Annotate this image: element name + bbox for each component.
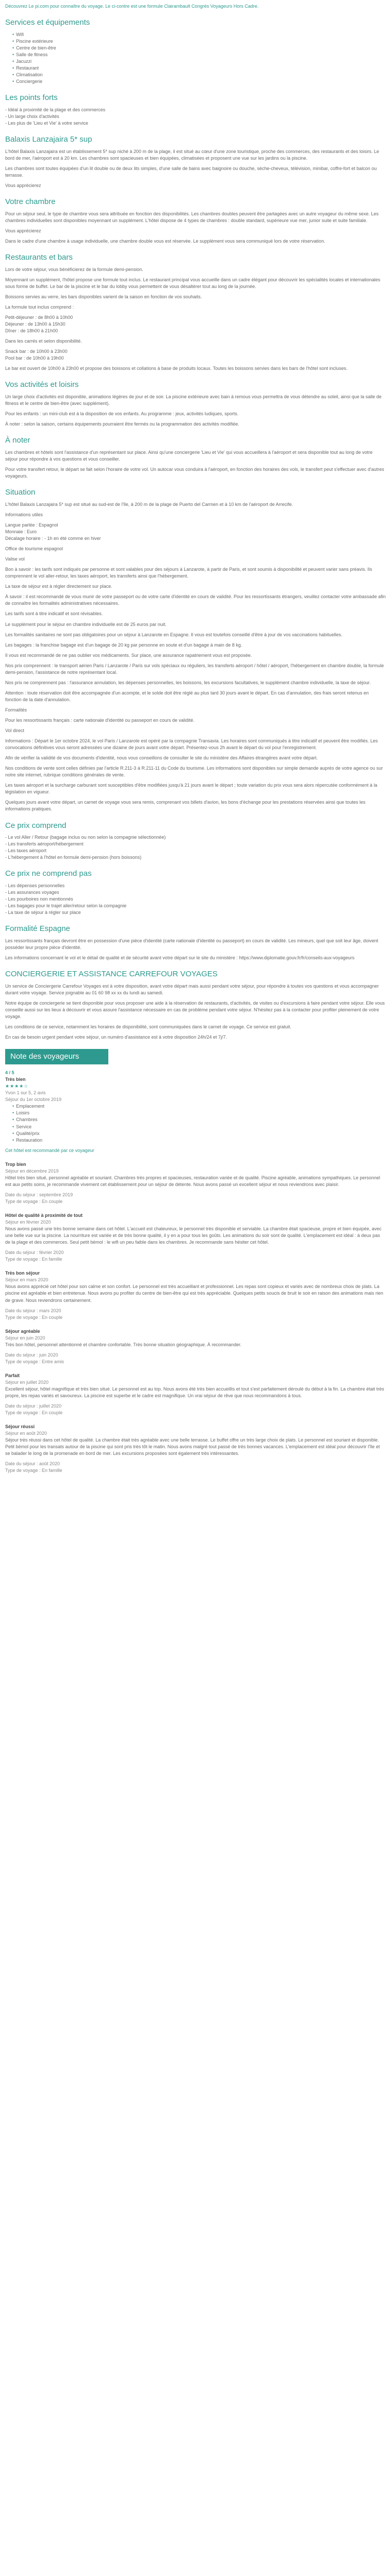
review-type: Type de voyage : En famille <box>5 1468 62 1473</box>
review-item <box>5 1328 386 1365</box>
review-head: Hôtel de qualité à proximité de tout <box>5 1213 83 1218</box>
paragraph: Attention : toute réservation doit être accompagnée d'un acompte, et le solde doit être réglé au plus tard 30 jours avant le départ. En cas d'annulation, des frais seront retenus en fonction de la date d'annulation. <box>5 690 369 702</box>
review-meta: Séjour en août 2020 <box>5 1431 47 1436</box>
paragraph: Le supplément pour le séjour en chambre individuelle est de 25 euros par nuit. <box>5 621 167 627</box>
review-meta: Séjour en mars 2020 <box>5 1277 48 1283</box>
list-item: • Service <box>12 1124 386 1130</box>
list-item: • Emplacement <box>12 1103 386 1110</box>
prix-item: - Le vol Aller / Retour (bagage inclus ou non selon la compagnie sélectionnée) <box>5 835 166 840</box>
paragraph: Dans le cadre d'une chambre à usage individuelle, une chambre double vous est réservée. Le supplément vous sera communiqué lors de votre réservation. <box>5 238 325 244</box>
top-line: Découvrez Le pi.com pour connaître du voyage. Le ci-contre est une formule Clairambault Congrès Voyageurs Hors Cadre. <box>5 4 259 9</box>
review-meta: Séjour en décembre 2019 <box>5 1168 59 1174</box>
paragraph: Bon à savoir : les tarifs sont indiqués par personne et sont valables pour des séjours à Lanzarote, à partir de Paris, et sont soumis à disponibilité et peuvent varier sans préavis. Ils comprennent le vol aller-retour, les taxes aéroport, les transferts ainsi que l'hébergement. <box>5 567 372 579</box>
review-item <box>5 1372 386 1416</box>
resto-title: Restaurants et bars <box>5 252 73 262</box>
paragraph: La formule tout inclus comprend : <box>5 304 74 310</box>
paragraph: Les chambres et hôtels sont l'assistance d'un représentant sur place. Ainsi qu'une conciergerie 'Lieu et Vie' qui vous accueillera à l'aéroport et sera disponible tout au long de votre séjour pour répondre à vos questions et vous conseiller. <box>5 449 373 462</box>
services-title: Services et équipements <box>5 18 90 27</box>
prix-item: - Les taxes aéroport <box>5 848 47 854</box>
review-date: Date du séjour : septembre 2019 <box>5 1192 73 1197</box>
review-body: Excellent séjour, hôtel magnifique et très bien situé. Le personnel est au top. Nous avons été très bien accueillis et tout s'est parfaitement déroulé du début à la fin. La chambre était très propre, les repas variés et savoureux. La piscine est superbe et le cadre est magnifique. Un vrai séjour de rêve que nous recommandons à tous. <box>5 1386 384 1399</box>
paragraph: Vous apprécierez <box>5 183 41 188</box>
review-type: Type de voyage : En couple <box>5 1198 63 1204</box>
list-item: • Conciergerie <box>12 78 386 85</box>
rating-list <box>5 1103 386 1143</box>
prix-comprend-title: Ce prix comprend <box>5 821 67 830</box>
paragraph: Les taxes aéroport et la surcharge carburant sont susceptibles d'être modifiées jusqu'à 21 jours avant le départ ; toute variation du prix vous sera alors répercutée conformément à la législation en vigueur. <box>5 783 378 795</box>
review-date: Date du séjour : juillet 2020 <box>5 1403 62 1409</box>
paragraph: Nos conditions de vente sont celles définies par l'article R.211-3 à R.211-11 du Code du tourisme. Les informations sont disponibles sur simple demande auprès de votre agence ou sur notre site internet, rubrique conditions générales de vente. <box>5 766 383 778</box>
paragraph: Pool bar : de 10h00 à 19h00 <box>5 355 64 361</box>
paragraph: Office de tourisme espagnol <box>5 546 63 552</box>
prix-item: - Les pourboires non mentionnés <box>5 896 73 902</box>
list-item: • Jacuzzi <box>12 58 386 65</box>
prix-item: - Les dépenses personnelles <box>5 883 65 889</box>
paragraph: Dans les carrés et selon disponibilité. <box>5 338 82 344</box>
review-item <box>5 1423 386 1474</box>
review-body: Très bon hôtel, personnel attentionné et chambre confortable. Très bonne situation géographique. À recommander. <box>5 1342 241 1347</box>
list-item: • Loisirs <box>12 1110 386 1116</box>
situation-title: Situation <box>5 488 36 497</box>
paragraph: Langue parlée : Espagnol <box>5 522 58 528</box>
paragraph: Pour les enfants : un mini-club est à la disposition de vos enfants. Au programme : jeux, activités ludiques, sports. <box>5 411 239 417</box>
paragraph: En cas de besoin urgent pendant votre séjour, un numéro d'assistance est à votre disposition 24h/24 et 7j/7. <box>5 1035 227 1040</box>
review-body: Nous avons apprécié cet hôtel pour son calme et son confort. Le personnel est très accueillant et professionnel. Les repas sont copieux et variés avec de nombreux choix de plats. La piscine est agréable et bien entretenue. Nous avons pu profiter du centre de bien-être qui est très appréciable. Quelques petits soucis de bruit le soir en raison des animations mais rien de grave. Nous reviendrons certainement. <box>5 1284 383 1303</box>
review-summary <box>5 1070 386 1154</box>
paragraph: Petit-déjeuner : de 8h00 à 10h00 <box>5 314 73 320</box>
paragraph: Un large choix d'activités est disponible, animations légères de jour et de soir. La piscine extérieure avec bain à remous vous permettra de vous détendre au soleil, ainsi que la salle de fitness et le centre de bien-être (avec supplément). <box>5 394 382 406</box>
prix-item: - Les assurances voyages <box>5 890 59 895</box>
paragraph: Afin de vérifier la validité de vos documents d'identité, nous vous conseillons de consulter le site du ministère des Affaires étrangères avant votre départ. <box>5 755 318 761</box>
review-item <box>5 1270 386 1320</box>
paragraph: Moyennant un supplément, l'hôtel propose une formule tout inclus. Le restaurant principal vous accueille dans un cadre élégant pour découvrir les spécialités locales et internationales sous forme de buffet. Le bar de la piscine et le bar du lobby vous permettent de vous désaltérer tout au long de la journée. <box>5 277 381 289</box>
review-type: Type de voyage : En couple <box>5 1314 63 1320</box>
review-score: 4 / 5 <box>5 1070 14 1076</box>
paragraph: Valise vol <box>5 556 25 562</box>
paragraph: La taxe de séjour est à régler directement sur place. <box>5 584 112 589</box>
review-origin: Séjour du 1er octobre 2019 <box>5 1097 62 1103</box>
review-reco: Cet hôtel est recommandé par ce voyageur <box>5 1147 94 1153</box>
paragraph: Déjeuner : de 13h00 à 15h30 <box>5 321 66 327</box>
formalites-title: Formalité Espagne <box>5 924 70 934</box>
list-item: • Centre de bien-être <box>12 45 386 52</box>
paragraph: Pour un séjour seul, le type de chambre vous sera attribuée en fonction des disponibilités. Les chambres doubles peuvent être partagées avec un autre voyageur du même sexe. Les chambres individuelles sont disponibles moyennant un supplément. L'hôtel dispose de 4 types de chambres : double standard, supérieure vue mer, junior suite et suite familiale. <box>5 211 379 223</box>
paragraph: Les conditions de ce service, notamment les horaires de disponibilité, sont communiquées dans le carnet de voyage. Ce service est gratuit. <box>5 1024 291 1030</box>
review-head: Séjour agréable <box>5 1328 40 1334</box>
list-item: • Qualité/prix <box>12 1130 386 1137</box>
review-date: Date du séjour : février 2020 <box>5 1250 64 1256</box>
prix-item: - Les bagages pour le trajet aller/retour selon la compagnie <box>5 903 127 909</box>
list-item: • Piscine extérieure <box>12 38 386 45</box>
points-forts-title: Les points forts <box>5 93 58 103</box>
paragraph: Boissons servies au verre, les bars disponibles varient de la saison en fonction de vos souhaits. <box>5 294 202 299</box>
paragraph: Les tarifs sont à titre indicatif et sont révisables. <box>5 611 103 617</box>
list-item: • Chambres <box>12 1116 386 1123</box>
paragraph: À noter : selon la saison, certains équipements pourraient être fermés ou la programmation des activités modifiée. <box>5 421 239 427</box>
paragraph: Le bar est ouvert de 10h00 à 23h00 et propose des boissons et collations à base de produits locaux. Toutes les boissons servies dans les bars de l'hôtel sont incluses. <box>5 366 348 371</box>
review-type: Type de voyage : Entre amis <box>5 1359 64 1364</box>
paragraph: Vous apprécierez <box>5 228 41 233</box>
review-item <box>5 1161 386 1205</box>
paragraph: Les ressortissants français devront être en possession d'une pièce d'identité (carte nationale d'identité ou passeport) en cours de validité. Les mineurs, quel que soit leur âge, doivent posséder leur propre pièce d'identité. <box>5 938 379 951</box>
paragraph: Monnaie : Euro <box>5 529 37 535</box>
review-subtitle: Très bien <box>5 1077 26 1082</box>
paragraph: L'hôtel Balaxis Lanzajaira est un établissement 5* sup niché à 200 m de la plage, il est situé au cœur d'une zone touristique, proche des commerces, des restaurants et des loisirs. Le bord de mer, l'aéroport est à 20 km. Les chambres sont spacieuses et bien équipées, climatisées et proposent une vue sur les jardins ou la piscine. <box>5 148 379 161</box>
anoter-title: À noter <box>5 436 30 445</box>
review-date: Date du séjour : mars 2020 <box>5 1308 61 1313</box>
paragraph: Snack bar : de 10h00 à 23h00 <box>5 349 68 354</box>
paragraph: Décalage horaire : - 1h en été comme en hiver <box>5 536 101 541</box>
paragraph: Lors de votre séjour, vous bénéficierez de la formule demi-pension. <box>5 266 143 272</box>
point-fort: - Les plus de 'Lieu et Vie' à votre service <box>5 121 88 126</box>
review-item <box>5 1212 386 1263</box>
review-date: Date du séjour : juin 2020 <box>5 1352 58 1358</box>
review-meta: Séjour en février 2020 <box>5 1219 51 1225</box>
hotel-title: Balaxis Lanzajaira 5* sup <box>5 135 92 144</box>
review-body: Nous avons passé une très bonne semaine dans cet hôtel. L'accueil est chaleureux, le personnel très disponible et serviable. La chambre était spacieuse, propre et bien équipée, avec une belle vue sur la piscine. La nourriture est variée et de très bonne qualité, il y en a pour tous les goûts. Les animations du soir sont de qualité. L'emplacement est idéal : à deux pas de la plage et des commerces. Seul petit bémol : le wifi un peu faible dans les chambres. Je recommande sans hésiter cet hôtel. <box>5 1226 382 1245</box>
review-meta: Séjour en juin 2020 <box>5 1335 45 1341</box>
paragraph: Nos prix ne comprennent pas : l'assurance annulation, les dépenses personnelles, les boissons, les excursions facultatives, le supplément chambre individuelle, la taxe de séjour. <box>5 680 371 685</box>
paragraph: Les bagages : la franchise bagage est d'un bagage de 20 kg par personne en soute et d'un bagage à main de 8 kg. <box>5 642 242 648</box>
paragraph: Quelques jours avant votre départ, un carnet de voyage vous sera remis, comprenant vos billets d'avion, les bons d'échange pour les prestations réservées ainsi que toutes les informations pratiques. <box>5 800 366 812</box>
review-date: Date du séjour : août 2020 <box>5 1461 60 1467</box>
services-list <box>5 31 386 85</box>
prix-exclut-title: Ce prix ne comprend pas <box>5 869 92 878</box>
review-type: Type de voyage : En famille <box>5 1257 62 1262</box>
paragraph: Dîner : de 18h00 à 21h00 <box>5 328 58 334</box>
paragraph: Informations : Départ le 1er octobre 2024, le vol Paris / Lanzarote est opéré par la compagnie Transavia. Les horaires sont communiqués à titre indicatif et peuvent être modifiés. Les convocations définitives vous seront adressées une dizaine de jours avant votre départ. Présentez-vous 2h avant le départ du vol pour l'enregistrement. <box>5 738 378 751</box>
paragraph: Les informations concernant le vol et le détail de qualité et de sécurité avant votre départ sur le site du ministère : https://www.diplomatie.gouv.fr/fr/conseils-aux-voyageurs <box>5 955 355 961</box>
prix-item: - L'hébergement à l'hôtel en formule demi-pension (hors boissons) <box>5 855 142 860</box>
paragraph: À savoir : il est recommandé de vous munir de votre passeport ou de votre carte d'identité en cours de validité. Pour les ressortissants étrangers, veuillez contacter votre ambassade afin de connaître les formalités administratives nécessaires. <box>5 594 386 606</box>
list-item: • Restaurant <box>12 65 386 72</box>
review-meta: Séjour en juillet 2020 <box>5 1379 49 1385</box>
concierge-title: CONCIERGERIE ET ASSISTANCE CARREFOUR VOYAGES <box>5 970 218 979</box>
review-author: Yvon 1 sur 5, 2 avis <box>5 1090 46 1096</box>
review-head: Parfait <box>5 1372 20 1378</box>
review-body: Hôtel très bien situé, personnel agréable et souriant. Chambres très propres et spacieuses, restauration variée et de qualité. Piscine agréable, animations sympathiques. Le personnel est aux petits soins, je recommande vivement cet établissement pour un séjour de détente. Nous avons passé un excellent séjour et nous reviendrons avec plaisir. <box>5 1175 380 1187</box>
chambre-title: Votre chambre <box>5 197 56 207</box>
point-fort: - Idéal à proximité de la plage et des commerces <box>5 107 106 112</box>
prix-item: - Les transferts aéroport/hébergement <box>5 841 84 847</box>
paragraph: Pour les ressortissants français : carte nationale d'identité ou passeport en cours de validité. <box>5 718 194 723</box>
paragraph: Formalités <box>5 707 27 713</box>
list-item: • Climatisation <box>12 72 386 78</box>
notes-header: Note des voyageurs <box>5 1049 108 1064</box>
paragraph: Les formalités sanitaires ne sont pas obligatoires pour un séjour à Lanzarote en Espagne. Il vous est toutefois conseillé d'être à jour de vos vaccinations habituelles. <box>5 632 343 637</box>
prix-item: - La taxe de séjour à régler sur place <box>5 910 81 916</box>
paragraph: Il vous est recommandé de ne pas oublier vos médicaments. Sur place, une assurance rapatriement vous est proposée. <box>5 652 252 658</box>
paragraph: Notre équipe de conciergerie se tient disponible pour vous proposer une aide à la réservation de restaurants, d'activités, de visites ou d'excursions à faire pendant votre séjour. Elle vous conseille aussi sur les lieux à découvrir et vous assure l'assistance nécessaire en cas de problème pendant votre séjour. N'hésitez pas à la contacter pour profiter pleinement de votre voyage. <box>5 1001 385 1020</box>
point-fort: - Un large choix d'activités <box>5 113 59 119</box>
star-rating-icon: ★★★★☆ <box>5 1083 29 1089</box>
activites-title: Vos activités et loisirs <box>5 380 79 389</box>
paragraph: Nos prix comprennent : le transport aérien Paris / Lanzarote / Paris sur vols spéciaux ou réguliers, les transferts aéroport / hôtel / aéroport, l'hébergement en chambre double, la formule demi-pension, l'assistance de notre représentant local. <box>5 663 384 675</box>
review-head: Très bon séjour <box>5 1270 40 1276</box>
review-head: Séjour réussi <box>5 1424 35 1430</box>
list-item: • Salle de fitness <box>12 52 386 58</box>
paragraph: Pour votre transfert retour, le départ se fait selon l'horaire de votre vol. Un autocar vous conduira à l'aéroport, en fonction des horaires des vols, le transfert peut s'effectuer avec d'autres voyageurs. <box>5 467 384 479</box>
list-item: • Wifi <box>12 31 386 38</box>
review-head: Trop bien <box>5 1161 26 1167</box>
list-item: • Restauration <box>12 1137 386 1144</box>
paragraph: Vol direct <box>5 728 25 734</box>
paragraph: Informations utiles <box>5 512 43 517</box>
paragraph: Un service de Conciergerie Carrefour Voyages est à votre disposition, avant votre départ mais aussi pendant votre séjour, pour répondre à toutes vos questions et vous accompagner durant votre voyage. Service joignable au 01 60 98 xx xx du lundi au samedi. <box>5 984 379 996</box>
paragraph: Les chambres sont toutes équipées d'un lit double ou de deux lits simples, d'une salle de bains avec baignoire ou douche, sèche-cheveux, télévision, minibar, coffre-fort et balcon ou terrasse. <box>5 165 377 178</box>
review-body: Séjour très réussi dans cet hôtel de qualité. La chambre était très agréable avec une belle terrasse. Le buffet offre un très large choix de plats. Le personnel est souriant et disponible. Petit bémol pour les transats autour de la piscine qui sont pris très tôt le matin. Nous avons malgré tout passé de très bonnes vacances. L'emplacement est idéal pour découvrir l'île et se balader le long de la promenade en bord de mer. Les excursions proposées sont également très intéressantes. <box>5 1437 380 1456</box>
review-type: Type de voyage : En couple <box>5 1410 63 1416</box>
paragraph: L'hôtel Balaxis Lanzajaira 5* sup est situé au sud-est de l'île, à 200 m de la plage de Puerto del Carmen et à 10 km de l'aéroport de Arrecife. <box>5 501 293 507</box>
